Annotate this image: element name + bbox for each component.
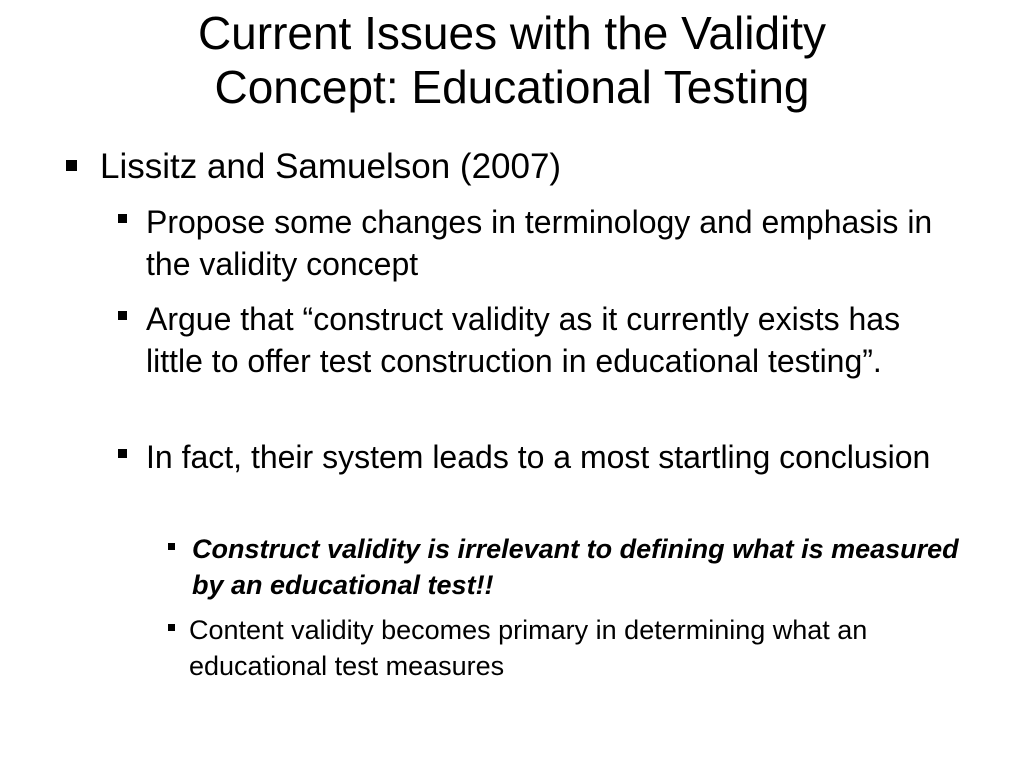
slide-title (60, 6, 964, 114)
square-bullet-icon (66, 160, 77, 171)
bullet-text-emphasized: Construct validity is irrelevant to defining what is measured by an educational test!! (192, 534, 959, 600)
square-bullet-icon (118, 311, 127, 320)
square-bullet-icon (118, 449, 127, 458)
bullet-level3 (168, 531, 968, 603)
bullet-text: Lissitz and Samuelson (2007) (100, 147, 562, 186)
bullet-level2 (118, 298, 938, 382)
title-line-2: Concept: Educational Testing (214, 61, 810, 113)
square-bullet-icon (168, 543, 175, 550)
bullet-level1 (66, 146, 966, 188)
bullet-level2 (118, 436, 938, 478)
bullet-text: In fact, their system leads to a most startling conclusion (146, 439, 931, 475)
bullet-text: Argue that “construct validity as it currently exists has little to offer test construction in educational testing”. (146, 301, 901, 379)
title-line-1: Current Issues with the Validity (197, 7, 827, 59)
bullet-text: Content validity becomes primary in determining what an educational test measures (189, 615, 868, 681)
bullet-text: Propose some changes in terminology and emphasis in the validity concept (146, 204, 933, 282)
bullet-level3 (168, 612, 968, 684)
square-bullet-icon (168, 624, 175, 631)
square-bullet-icon (118, 214, 127, 223)
bullet-level2 (118, 201, 938, 285)
